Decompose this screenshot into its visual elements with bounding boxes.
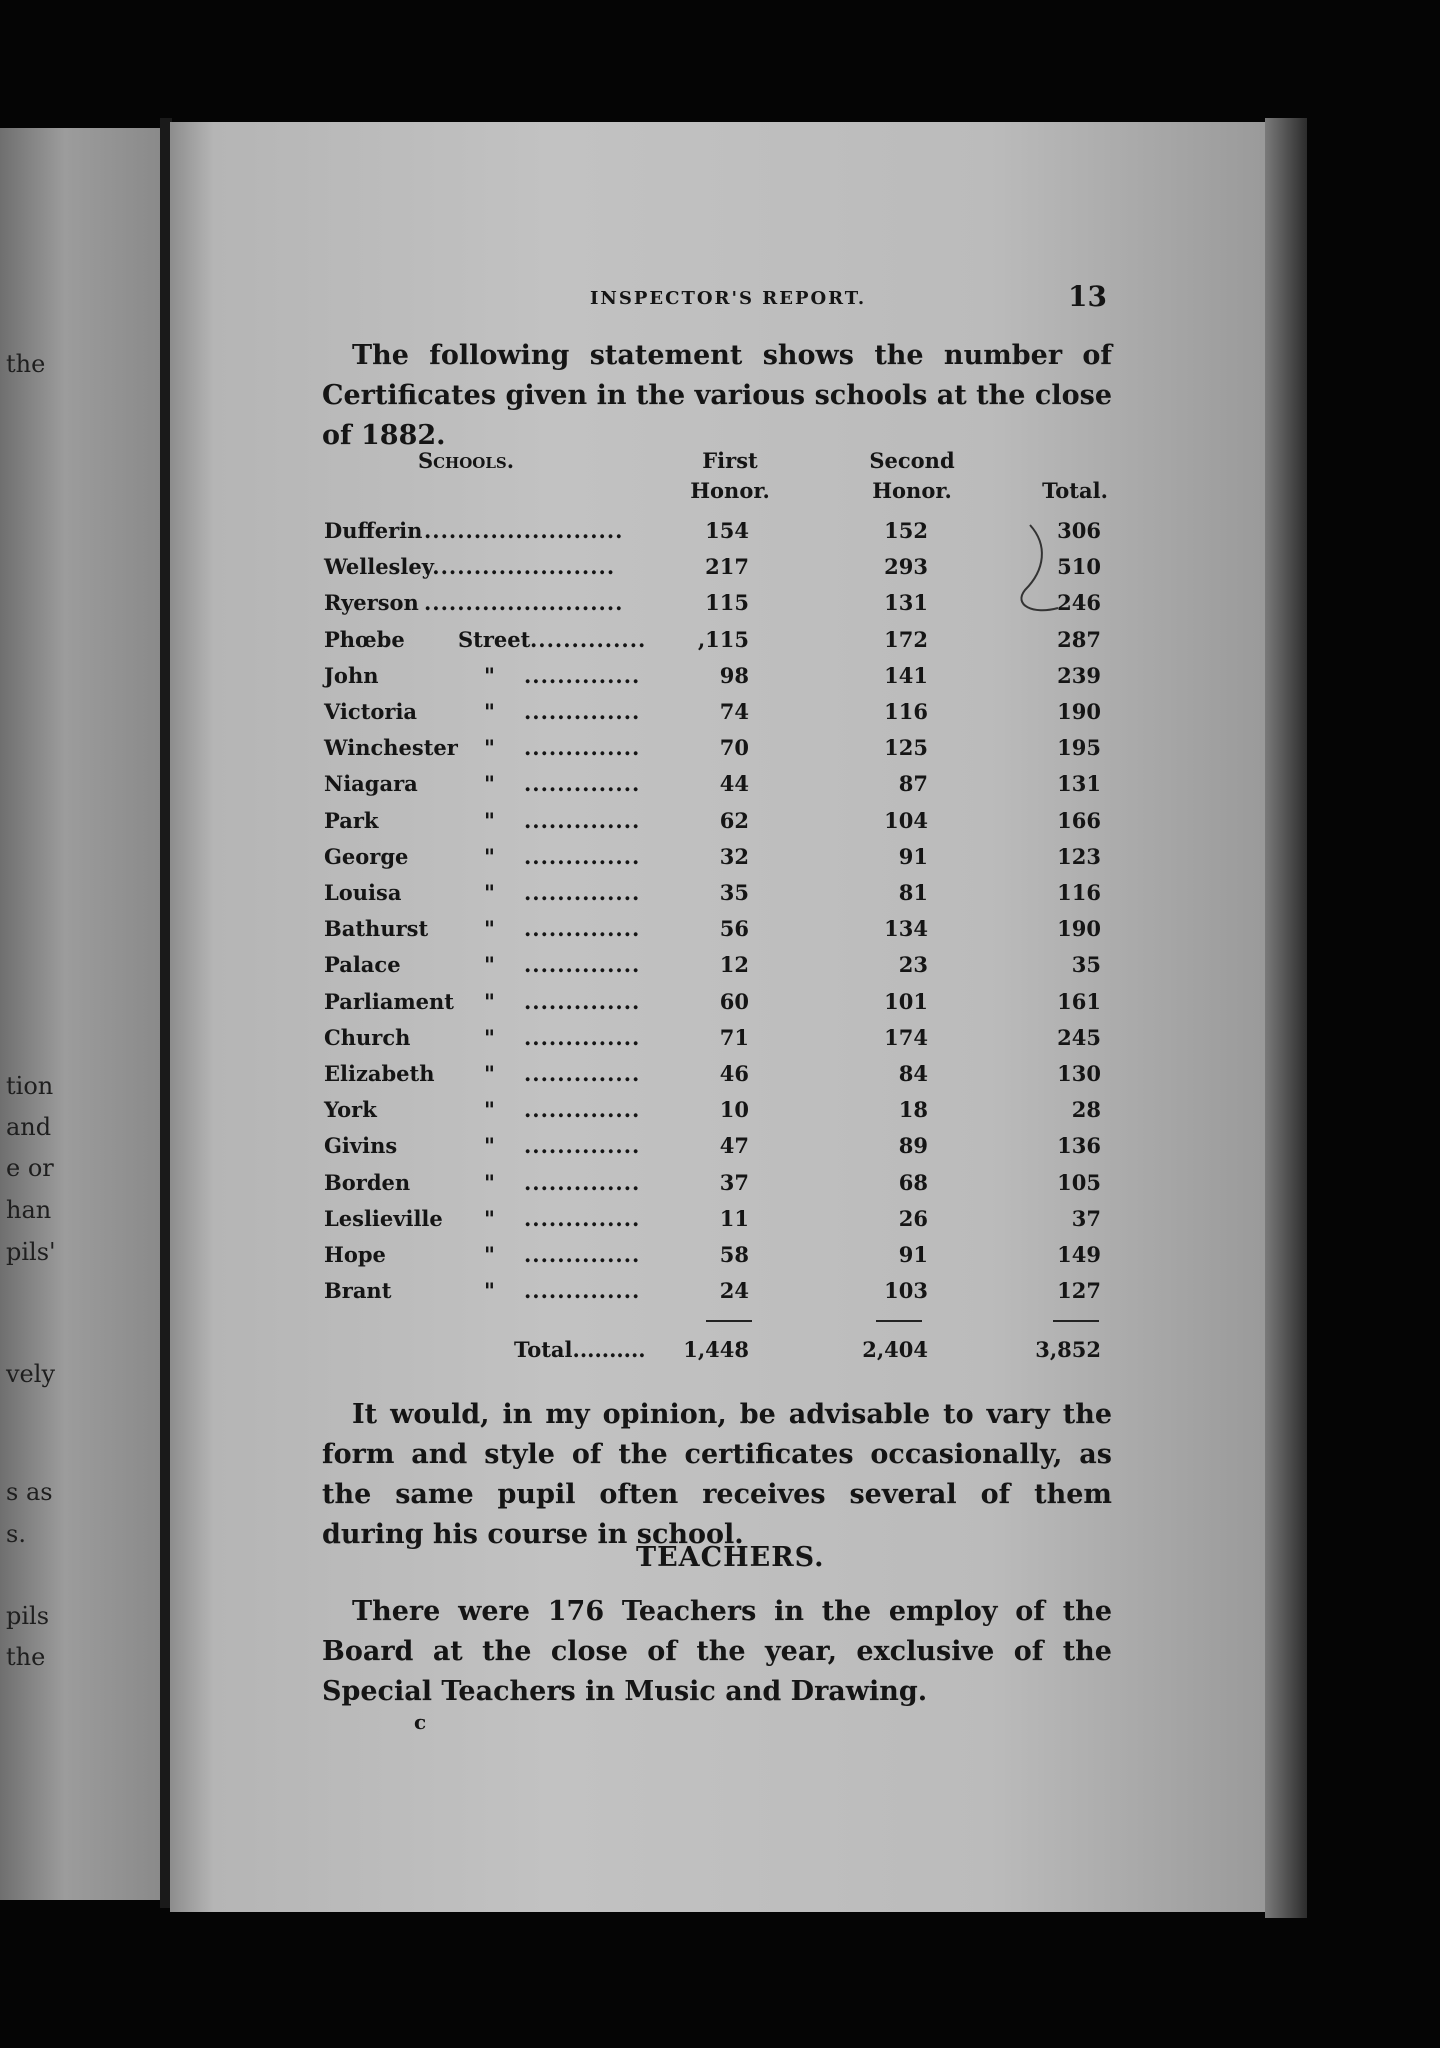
school-suffix: " bbox=[484, 916, 495, 942]
second-honor-value: 89 bbox=[898, 1133, 928, 1159]
second-honor-value: 172 bbox=[884, 626, 928, 652]
school-name: York bbox=[324, 1097, 377, 1123]
first-honor-value: 10 bbox=[719, 1097, 749, 1123]
total-value: 195 bbox=[1057, 735, 1101, 761]
school-name: Winchester bbox=[324, 735, 458, 761]
school-suffix: " bbox=[484, 1024, 495, 1050]
leader-dots: .............. bbox=[524, 662, 641, 688]
table-row bbox=[324, 844, 1124, 880]
page-edge bbox=[1265, 118, 1307, 1918]
opinion-paragraph: It would, in my opinion, be advisable to vary the form and style of the certificates occasionally, as the same pupil often receives several of them during his course in school. bbox=[322, 1399, 1112, 1550]
table-row bbox=[324, 1170, 1124, 1206]
table-row bbox=[324, 880, 1124, 916]
leader-dots: .............. bbox=[524, 1097, 641, 1123]
school-suffix: Street bbox=[458, 626, 531, 652]
facing-page-text: the bbox=[6, 350, 46, 378]
school-name: Hope bbox=[324, 1242, 386, 1267]
leader-dots: .............. bbox=[524, 1242, 641, 1267]
leader-dots: ........................ bbox=[424, 590, 624, 616]
total-value: 28 bbox=[1071, 1097, 1101, 1123]
second-honor-value: 174 bbox=[884, 1024, 928, 1050]
leader-dots: .............. bbox=[524, 1024, 641, 1050]
first-honor-value: 70 bbox=[719, 735, 749, 761]
second-honor-value: 23 bbox=[898, 952, 928, 978]
table-row bbox=[324, 1061, 1124, 1097]
first-honor-value: 56 bbox=[719, 916, 749, 942]
first-honor-value: 74 bbox=[719, 699, 749, 724]
totals-total: 3,852 bbox=[1035, 1337, 1101, 1362]
leader-dots: .............. bbox=[530, 626, 647, 652]
school-name: Ryerson bbox=[324, 590, 419, 616]
facing-page-text: s. bbox=[6, 1520, 26, 1548]
table-row bbox=[324, 1242, 1124, 1278]
first-honor-value: 37 bbox=[719, 1169, 749, 1195]
school-name: Church bbox=[324, 1024, 411, 1050]
total-value: 245 bbox=[1057, 1024, 1101, 1050]
total-value: 116 bbox=[1057, 880, 1101, 905]
table-row bbox=[324, 1133, 1124, 1169]
leader-dots: .............. bbox=[524, 916, 641, 942]
facing-page-text: the bbox=[6, 1643, 46, 1671]
total-value: 246 bbox=[1057, 590, 1101, 616]
school-name: Bathurst bbox=[324, 916, 429, 942]
page-number: 13 bbox=[1068, 280, 1107, 313]
school-suffix: " bbox=[484, 1061, 495, 1086]
total-value: 161 bbox=[1057, 988, 1101, 1014]
first-honor-value: 11 bbox=[719, 1205, 749, 1231]
total-value: 149 bbox=[1057, 1242, 1101, 1267]
facing-page-text: and bbox=[6, 1113, 52, 1141]
column-header-schools: Schools. bbox=[417, 448, 515, 473]
second-honor-value: 26 bbox=[898, 1205, 928, 1231]
total-value: 35 bbox=[1071, 952, 1101, 978]
table-row bbox=[324, 989, 1124, 1025]
total-value: 166 bbox=[1057, 807, 1101, 833]
first-honor-value: 98 bbox=[719, 662, 749, 688]
leader-dots: .............. bbox=[524, 988, 641, 1014]
second-honor-value: 125 bbox=[884, 735, 928, 761]
total-value: 37 bbox=[1071, 1205, 1101, 1231]
total-rule bbox=[706, 1320, 752, 1322]
second-honor-value: 81 bbox=[898, 880, 928, 905]
facing-page-text: han bbox=[6, 1196, 52, 1224]
table-row bbox=[324, 952, 1124, 988]
table-row bbox=[324, 916, 1124, 952]
school-name: George bbox=[324, 843, 409, 869]
school-suffix: " bbox=[484, 1097, 495, 1123]
total-value: 190 bbox=[1057, 699, 1101, 724]
total-value: 123 bbox=[1057, 843, 1101, 869]
school-suffix: " bbox=[484, 880, 495, 905]
totals-label: Total.......... bbox=[514, 1337, 646, 1362]
column-header-total: Total. bbox=[1042, 478, 1108, 503]
second-honor-value: 152 bbox=[884, 518, 928, 543]
facing-page-text: s as bbox=[6, 1478, 53, 1506]
school-name: Elizabeth bbox=[324, 1061, 435, 1086]
table-row bbox=[324, 627, 1124, 663]
total-value: 510 bbox=[1057, 554, 1101, 580]
first-honor-value: 24 bbox=[719, 1278, 749, 1304]
table-row bbox=[324, 771, 1124, 807]
facing-page-text: tion bbox=[6, 1072, 54, 1100]
facing-page-text: pils' bbox=[6, 1238, 56, 1266]
facing-page-text: e or bbox=[6, 1154, 54, 1182]
first-honor-value: 47 bbox=[719, 1133, 749, 1159]
leader-dots: .............. bbox=[524, 699, 641, 724]
table-row bbox=[324, 1278, 1124, 1314]
school-suffix: " bbox=[484, 771, 495, 797]
second-honor-value: 68 bbox=[898, 1169, 928, 1195]
school-suffix: " bbox=[484, 735, 495, 761]
leader-dots: .............. bbox=[524, 807, 641, 833]
school-suffix: " bbox=[484, 1242, 495, 1267]
school-name: Givins bbox=[324, 1133, 398, 1159]
first-honor-value: ,115 bbox=[697, 626, 749, 652]
leader-dots: .............. bbox=[524, 952, 641, 978]
total-value: 105 bbox=[1057, 1169, 1101, 1195]
school-suffix: " bbox=[484, 1169, 495, 1195]
first-honor-value: 35 bbox=[719, 880, 749, 905]
total-value: 136 bbox=[1057, 1133, 1101, 1159]
first-honor-value: 46 bbox=[719, 1061, 749, 1086]
first-honor-value: 60 bbox=[719, 988, 749, 1014]
table-row bbox=[324, 1097, 1124, 1133]
school-name: John bbox=[324, 662, 379, 688]
school-name: Niagara bbox=[324, 771, 418, 797]
school-name: Victoria bbox=[324, 699, 418, 724]
second-honor-value: 131 bbox=[884, 590, 928, 616]
facing-page-text: pils bbox=[6, 1602, 50, 1630]
school-suffix: " bbox=[484, 952, 495, 978]
second-honor-value: 104 bbox=[884, 807, 928, 833]
pencil-annotation bbox=[1003, 520, 1093, 630]
second-honor-value: 91 bbox=[898, 1242, 928, 1267]
school-name: Wellesley bbox=[324, 554, 434, 580]
facing-page-text: vely bbox=[6, 1360, 55, 1388]
school-name: Parliament bbox=[324, 988, 455, 1014]
intro-paragraph: The following statement shows the number of Certificates given in the various schools at the close of 1882. bbox=[322, 340, 1112, 451]
second-honor-value: 91 bbox=[898, 843, 928, 869]
first-honor-value: 115 bbox=[705, 590, 749, 616]
teachers-heading: TEACHERS. bbox=[636, 1542, 825, 1573]
total-rule bbox=[1053, 1320, 1099, 1322]
school-suffix: " bbox=[484, 662, 495, 688]
leader-dots: ........................ bbox=[424, 518, 624, 543]
school-name: Leslieville bbox=[324, 1205, 443, 1231]
leader-dots: .............. bbox=[524, 1205, 641, 1231]
leader-dots: .............. bbox=[524, 1133, 641, 1159]
school-suffix: " bbox=[484, 843, 495, 869]
leader-dots: .............. bbox=[524, 1169, 641, 1195]
first-honor-value: 58 bbox=[719, 1242, 749, 1267]
second-honor-value: 87 bbox=[898, 771, 928, 797]
teachers-paragraph: There were 176 Teachers in the employ of the Board at the close of the year, exclusive of the Special Teachers in Music and Drawing. bbox=[322, 1596, 1112, 1707]
school-name: Brant bbox=[324, 1278, 392, 1304]
table-row bbox=[324, 1206, 1124, 1242]
facing-page bbox=[0, 128, 162, 1900]
second-honor-value: 103 bbox=[884, 1278, 928, 1304]
leader-dots: .............. bbox=[524, 1061, 641, 1086]
second-honor-value: 116 bbox=[884, 699, 928, 724]
total-rule bbox=[876, 1320, 922, 1322]
school-name: Louisa bbox=[324, 880, 402, 905]
school-suffix: " bbox=[484, 1278, 495, 1304]
running-title: INSPECTOR'S REPORT. bbox=[590, 288, 867, 309]
table-row bbox=[324, 1025, 1124, 1061]
school-name: Palace bbox=[324, 952, 401, 978]
school-suffix: " bbox=[484, 1205, 495, 1231]
school-suffix: " bbox=[484, 807, 495, 833]
leader-dots: .............. bbox=[524, 843, 641, 869]
table-row bbox=[324, 663, 1124, 699]
total-value: 131 bbox=[1057, 771, 1101, 797]
leader-dots: .............. bbox=[524, 1278, 641, 1304]
school-name: Borden bbox=[324, 1169, 411, 1195]
table-row bbox=[324, 808, 1124, 844]
signature-mark: c bbox=[414, 1710, 427, 1734]
leader-dots: .............. bbox=[524, 735, 641, 761]
school-suffix: " bbox=[484, 699, 495, 724]
second-honor-value: 84 bbox=[898, 1061, 928, 1086]
table-row bbox=[324, 735, 1124, 771]
first-honor-value: 62 bbox=[719, 807, 749, 833]
school-name: Phœbe bbox=[324, 626, 405, 652]
second-honor-value: 18 bbox=[898, 1097, 928, 1123]
school-suffix: " bbox=[484, 1133, 495, 1159]
totals-row bbox=[324, 1337, 1124, 1373]
total-value: 239 bbox=[1057, 662, 1101, 688]
leader-dots: ....................... bbox=[424, 554, 616, 580]
totals-second-honor: 2,404 bbox=[862, 1337, 928, 1362]
total-value: 130 bbox=[1057, 1061, 1101, 1086]
first-honor-value: 154 bbox=[705, 518, 749, 543]
totals-first-honor: 1,448 bbox=[683, 1337, 749, 1362]
first-honor-value: 217 bbox=[705, 554, 749, 580]
first-honor-value: 12 bbox=[719, 952, 749, 978]
leader-dots: .............. bbox=[524, 771, 641, 797]
first-honor-value: 44 bbox=[719, 771, 749, 797]
total-value: 306 bbox=[1057, 518, 1101, 543]
school-name: Dufferin bbox=[324, 518, 423, 543]
first-honor-value: 32 bbox=[719, 843, 749, 869]
total-value: 287 bbox=[1057, 626, 1101, 652]
leader-dots: .............. bbox=[524, 880, 641, 905]
column-header-first-honor: First Honor. bbox=[690, 448, 770, 503]
second-honor-value: 101 bbox=[884, 988, 928, 1014]
second-honor-value: 293 bbox=[884, 554, 928, 580]
total-value: 127 bbox=[1057, 1278, 1101, 1304]
first-honor-value: 71 bbox=[719, 1024, 749, 1050]
school-name: Park bbox=[324, 807, 379, 833]
second-honor-value: 134 bbox=[884, 916, 928, 942]
table-row bbox=[324, 699, 1124, 735]
total-value: 190 bbox=[1057, 916, 1101, 942]
second-honor-value: 141 bbox=[884, 662, 928, 688]
column-header-second-honor: Second Honor. bbox=[869, 448, 955, 503]
school-suffix: " bbox=[484, 988, 495, 1014]
